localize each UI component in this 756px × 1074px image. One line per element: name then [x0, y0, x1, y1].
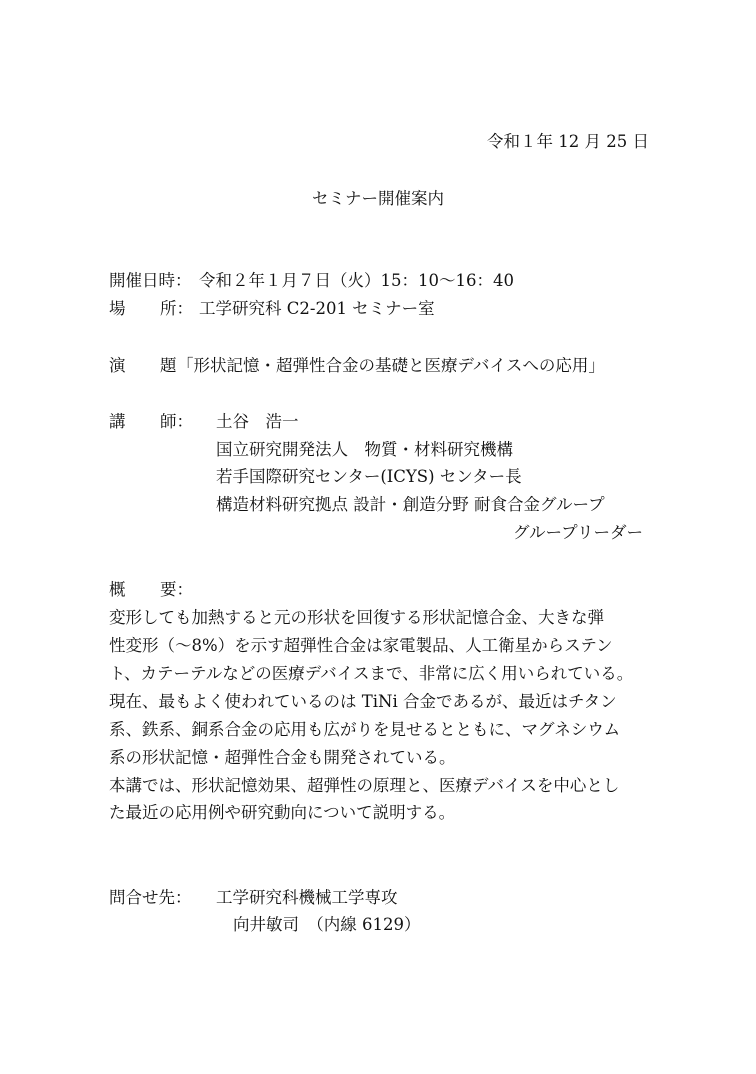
contact-label: 問合せ先：: [109, 888, 192, 907]
summary-line-7: 本講では、形状記憶効果、超弾性の原理と、医療デバイスを中心とし: [109, 776, 620, 795]
contact-department: 工学研究科機械工学専攻: [216, 888, 398, 907]
place-label-first: 場: [109, 299, 126, 318]
summary-line-2: 性変形（～8%）を示す超弾性合金は家電製品、人工衛星からステン: [109, 636, 613, 655]
summary-line-6: 系の形状記憶・超弾性合金も開発されている。: [109, 748, 456, 767]
summary-line-4: 現在、最もよく使われているのは TiNi 合金であるが、最近はチタン: [109, 692, 617, 711]
place-label-second: 所：: [160, 299, 193, 318]
lecturer-affiliation-2: 若手国際研究センター(ICYS) センター長: [216, 467, 522, 486]
topic-label-first: 演: [109, 356, 126, 375]
lecturer-affiliation-4: グループリーダー: [512, 523, 643, 542]
notice-date: 令和１年 12 月 25 日: [487, 132, 649, 151]
lecturer-affiliation-3: 構造材料研究拠点 設計・創造分野 耐食合金グループ: [216, 495, 605, 514]
summary-line-3: ト、カテーテルなどの医療デバイスまで、非常に広く用いられている。: [109, 664, 634, 683]
summary-label-second: 要：: [160, 580, 193, 599]
place-value: 工学研究科 C2-201 セミナー室: [199, 299, 435, 318]
datetime-value: 令和２年１月７日（火）15：10～16：40: [199, 271, 514, 290]
summary-label-first: 概: [109, 580, 126, 599]
summary-line-5: 系、鉄系、銅系合金の応用も広がりを見せるとともに、マグネシウム: [109, 720, 621, 739]
summary-line-8: た最近の応用例や研究動向について説明する。: [109, 803, 456, 822]
topic-value: 「形状記憶・超弾性合金の基礎と医療デバイスへの応用」: [177, 356, 605, 375]
lecturer-label-first: 講: [109, 412, 126, 431]
notice-title: セミナー開催案内: [312, 189, 444, 208]
lecturer-label-second: 師：: [160, 412, 193, 431]
topic-label-second: 題: [160, 356, 177, 375]
lecturer-affiliation-1: 国立研究開発法人 物質・材料研究機構: [216, 440, 513, 459]
contact-person: 向井敏司 （内線 6129）: [233, 915, 421, 934]
datetime-label: 開催日時：: [109, 271, 192, 290]
lecturer-name: 土谷 浩一: [216, 412, 299, 431]
summary-line-1: 変形しても加熱すると元の形状を回復する形状記憶合金、大きな弾: [109, 608, 604, 627]
